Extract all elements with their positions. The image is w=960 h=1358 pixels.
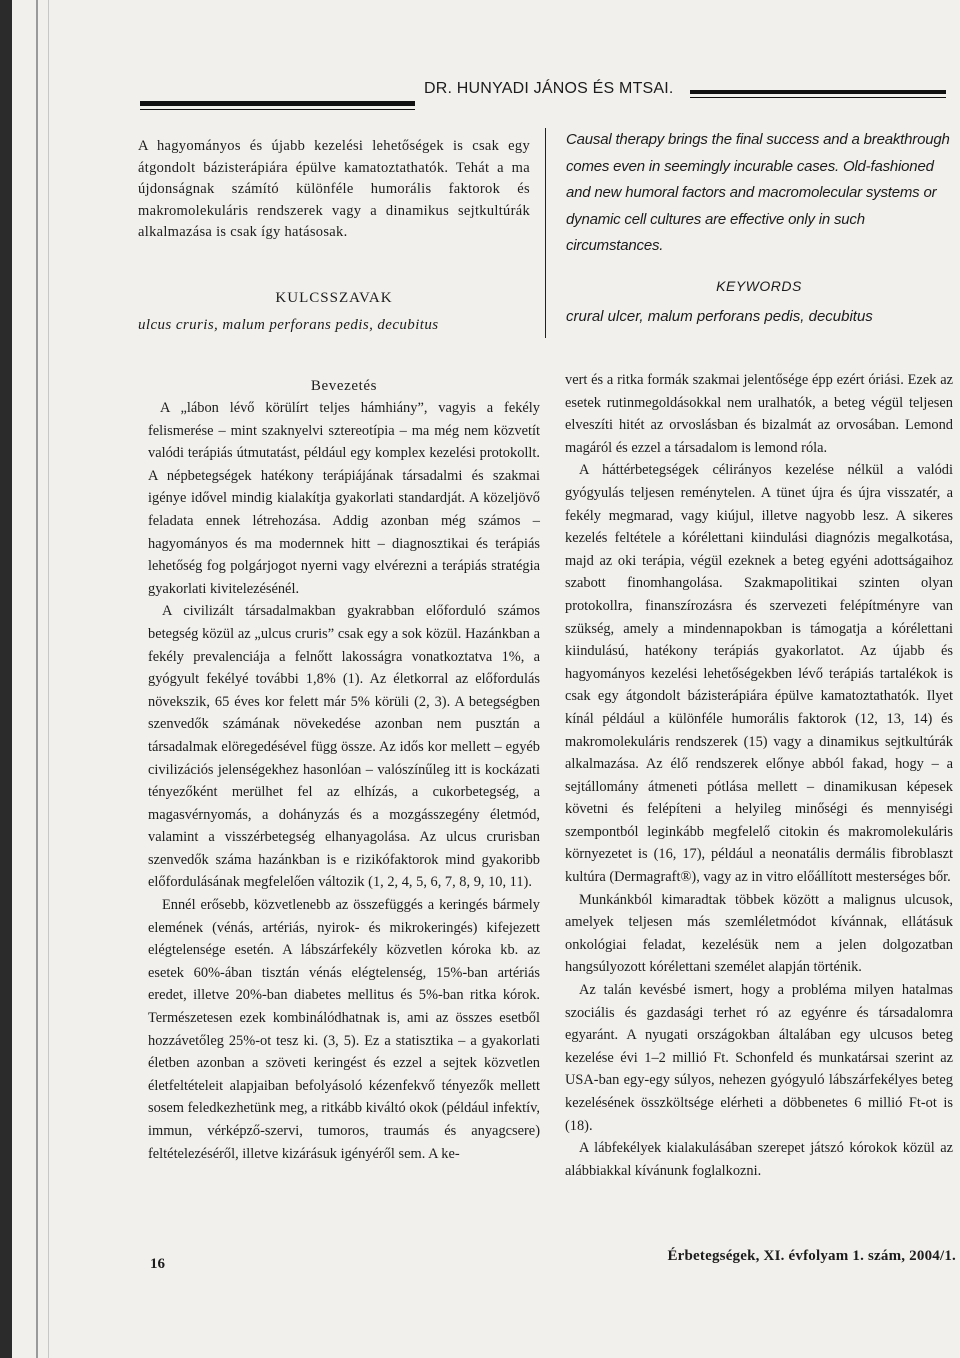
paragraph: A „lábon lévő körülírt teljes hámhiány”, vagyis a fekély felismerése – mint szaknyelvi sztereotípia – ma még nem közvetít valódi terápiás útmutatást, például egy komplex kezelési protokollt. A népbetegségek hatékony terápiájának társadalmi és szakmai igénye idővel mindig kialakítja gyakorlati standardját. A közeljövő feladata ennek létrehozása. Addig azonban még számos – hagyományos és ma modernnek hitt – diagnosztikai és terápiás lehetőség fog polgárjogot nyerni vagy elvérezni a terápiás stratégia gyakorlati kivitelezésénél. xyxy=(148,400,540,597)
paragraph: Az talán kevésbé ismert, hogy a probléma milyen hatalmas szociális és gazdasági terhet ró az egyénre és társadalomra egyaránt. A nyugati országokban általában egy ulcusos beteg kezelése évi 1–2 millió Ft. Schonfeld és munkatársai szerint az USA-ban egy-egy súlyos, nehezen gyógyuló lábszárfekélyes beteg kezelésének összköltsége elérheti a döbbenetes 6 millió Ft-ot is (18). xyxy=(565,982,953,1134)
footer-journal-citation: Érbetegségek, XI. évfolyam 1. szám, 2004/1. xyxy=(667,1248,956,1264)
scan-edge-line xyxy=(36,0,38,1358)
keywords-hungarian: ulcus cruris, malum perforans pedis, decubitus xyxy=(138,317,439,333)
paragraph: A lábfekélyek kialakulásában szerepet játszó kórokok közül az alábbiakkal kívánunk foglalkozni. xyxy=(565,1140,953,1179)
body-column-right xyxy=(565,369,953,1182)
abstract-column-divider xyxy=(545,128,546,338)
keywords-title-english: KEYWORDS xyxy=(716,278,802,294)
section-title-introduction: Bevezetés xyxy=(310,378,378,394)
body-column-left xyxy=(148,397,540,1165)
header-rule-right-thin xyxy=(690,97,946,98)
paragraph: vert és a ritka formák szakmai jelentősége épp ezért óriási. Ezek az esetek rutinmegoldásokkal nem uralhatók, a beteg végül teljesen elveszíti hitét az orvoslásban és bizalmát az orvosában. Lemond magáról és ezzel a társadalom is lemond róla. xyxy=(565,372,953,456)
paragraph: Munkánkból kimaradtak többek között a malignus ulcusok, amelyek teljesen más szemléletmódot kívánnak, ellátásuk onkológiai feladat, kezelésük nem a jelen dolgozatban hangsúlyozott kórélettani személet alapján történik. xyxy=(565,891,953,976)
keywords-title-hungarian: KULCSSZAVAK xyxy=(275,290,393,306)
scan-edge-line-thin xyxy=(48,0,49,1358)
abstract-hungarian: A hagyományos és újabb kezelési lehetőségek is csak egy átgondolt bázisterápiára épülve kamatoztathatók. Tehát a ma újdonságnak számító különféle humorális faktorok és makromolekuláris rendszerek vagy a dinamikus sejtkultúrák alkalmazása is csak így hatásosak. xyxy=(138,138,530,241)
scan-edge-shadow xyxy=(0,0,12,1358)
header-rule-right xyxy=(690,90,946,94)
page-number: 16 xyxy=(150,1256,165,1272)
header-rule-left xyxy=(140,101,415,106)
paragraph: A háttérbetegségek célirányos kezelése nélkül a valódi gyógyulás teljesen reménytelen. A tünet újra és újra visszatér, a fekély megmarad, vagy kiújul, illetve nagyobb lesz. A sikeres kezelés feltétele a kórélettani kiindulási diagnózis megalkotása, majd az oki terápia, végül ezeknek a beteg egyéni adottságaihoz szabott finomhangolása. Szakmapolitikai szinten olyan protokollra, finanszírozásra és szervezeti felépítményre van szükség, amely a mindennapokban is támogatja a kórélettani kiindulású, hatékony terápiás gyakorlatot. Az újabb és hagyományos kezelési lehetőségekben lévő terápiás tartalékok is csak egy átgondolt bázisterápiára épülve kamatoztathatók. Ilyet kínál például a különféle humorális faktorok (12, 13, 14) és makromolekuláris rendszerek (15) vagy a dinamikus sejtkultúrák alkalmazása. Az élő rendszerek előnye abból fakad, hogy – a sejtállomány átmeneti pótlása mellett – dinamikusan képesek követni és felépíteni a helyileg minőségi és mennyiségi szempontból leginkább megfelelő citokin és makromolekuláris környezetet is (16, 17), például a neonatális dermális fibroblaszt kultúra (Dermagraft®), vagy az in vitro előállított mesterséges bőr. xyxy=(565,462,953,886)
keywords-english: crural ulcer, malum perforans pedis, decubitus xyxy=(566,308,873,325)
paragraph: A civilizált társadalmakban gyakrabban előforduló számos betegség közül az „ulcus cruris” csak egy a sok közül. Hazánkban a fekély prevalenciája a felnőtt lakosságra vonatkoztatva 1%, a gyógyult fekélyé további 1,8% (1). Az életkorral az előfordulás növekszik, 65 éves kor felett már 5% körüli (2, 3). A betegségben szenvedők számának növekedése azonban nem pusztán a társadalmak elöregedésével függ össze. Az idős kor mellett – egyéb civilizációs jelenségekhez hasonlóan – valószínűleg itt is kockázati tényezőként merülhet fel az elhízás, a cukorbetegség, a magasvérnyomás, a dohányzás és a mozgásszegény életmód, valamint a visszérbetegség elhanyagolása. Az ulcus crurisban szenvedők száma hazánkban is e rizikófaktorok mind gyakoribb előfordulásának megfelelően változik (1, 2, 4, 5, 6, 7, 8, 9, 10, 11). xyxy=(148,603,540,891)
running-header-authors: DR. HUNYADI JÁNOS ÉS MTSAI. xyxy=(424,80,674,97)
abstract-english: Causal therapy brings the final success and a breakthrough comes even in seemingly incurable cases. Old-fashioned and new humoral factors and macromolecular systems or dynamic cell cultures are effective only in such circumstances. xyxy=(566,131,950,254)
header-rule-left-thin xyxy=(140,109,415,110)
paragraph: Ennél erősebb, közvetlenebb az összefüggés a keringés bármely elemének (vénás, artériás, nyirok- és mikrokeringés) kifejezett elégtelensége esetén. A lábszárfekély közvetlen kóroka kb. az esetek 60%-ában tisztán vénás elégtelenség, 15%-ban artériás eredet, illetve 20%-ban diabetes mellitus és 5%-ban ritka kórok. Természetesen ezek kombinálódhatnak is, ami az összes esetből hozzávetőleg 25%-ot tesz ki. (3, 5). Ez a statisztika – a gyakorlati életben azonban a szöveti keringést és ezzel a sejtek közvetlen életfeltételeit alapjaiban befolyásoló kézenfekvő tényezők mellett sosem feledkezhetünk meg, a ritkább kiváltó okok (például infektív, immun, vérképző-szervi, tumoros, traumás és anyagcsere) feltételezéséről, illetve kizárásuk igényéről sem. A ke- xyxy=(148,897,540,1162)
